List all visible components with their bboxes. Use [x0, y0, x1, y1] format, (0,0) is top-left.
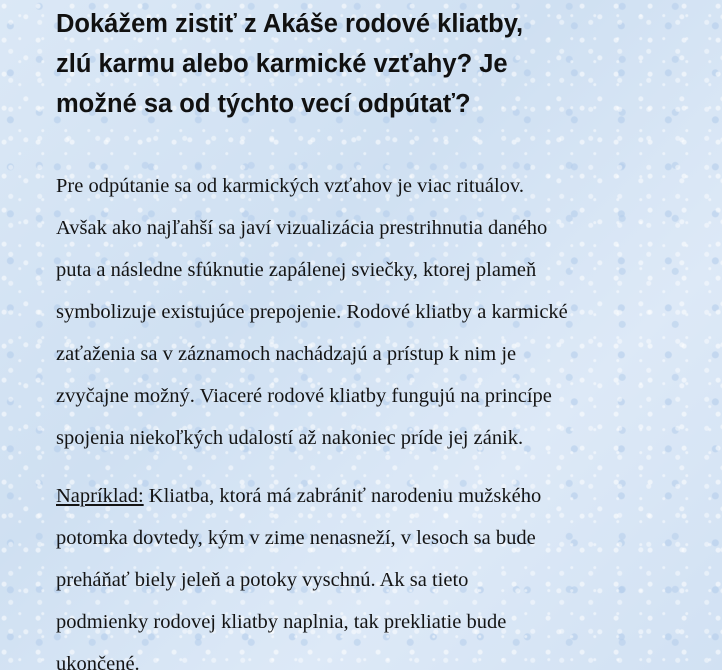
- example-first-line: Kliatba, ktorá má zabrániť narodeniu mužského: [143, 485, 542, 507]
- paragraph-karmic-relations: [56, 165, 568, 459]
- text-line: puta a následne sfúknutie zapálenej sviečky, ktorej plameň: [56, 259, 537, 281]
- text-line: ukončené.: [56, 653, 140, 670]
- text-line: zvyčajne možný. Viaceré rodové kliatby fungujú na princípe: [56, 385, 552, 407]
- title-line: zlú karmu alebo karmické vzťahy? Je: [56, 50, 508, 78]
- text-line: potomka dovtedy, kým v zime nenasneží, v lesoch sa bude: [56, 527, 536, 549]
- document-page: [56, 0, 676, 670]
- text-line: Avšak ako najľahší sa javí vizualizácia prestrihnutia daného: [56, 217, 548, 239]
- paragraph-example: [56, 475, 541, 670]
- text-line: symbolizuje existujúce prepojenie. Rodové kliatby a karmické: [56, 301, 568, 323]
- text-line: spojenia niekoľkých udalostí až nakoniec príde jej zánik.: [56, 427, 524, 449]
- article-title: [56, 0, 676, 124]
- text-line: podmienky rodovej kliatby naplnia, tak prekliatie bude: [56, 611, 507, 633]
- title-line: Dokážem zistiť z Akáše rodové kliatby,: [56, 10, 524, 38]
- text-line: Pre odpútanie sa od karmických vzťahov je viac rituálov.: [56, 175, 524, 197]
- example-label: Napríklad:: [56, 485, 144, 507]
- text-line: preháňať biely jeleň a potoky vyschnú. Ak sa tieto: [56, 569, 469, 591]
- text-line: zaťaženia sa v záznamoch nachádzajú a prístup k nim je: [56, 343, 517, 365]
- text-line: [56, 475, 541, 517]
- title-line: možné sa od týchto vecí odpútať?: [56, 90, 471, 118]
